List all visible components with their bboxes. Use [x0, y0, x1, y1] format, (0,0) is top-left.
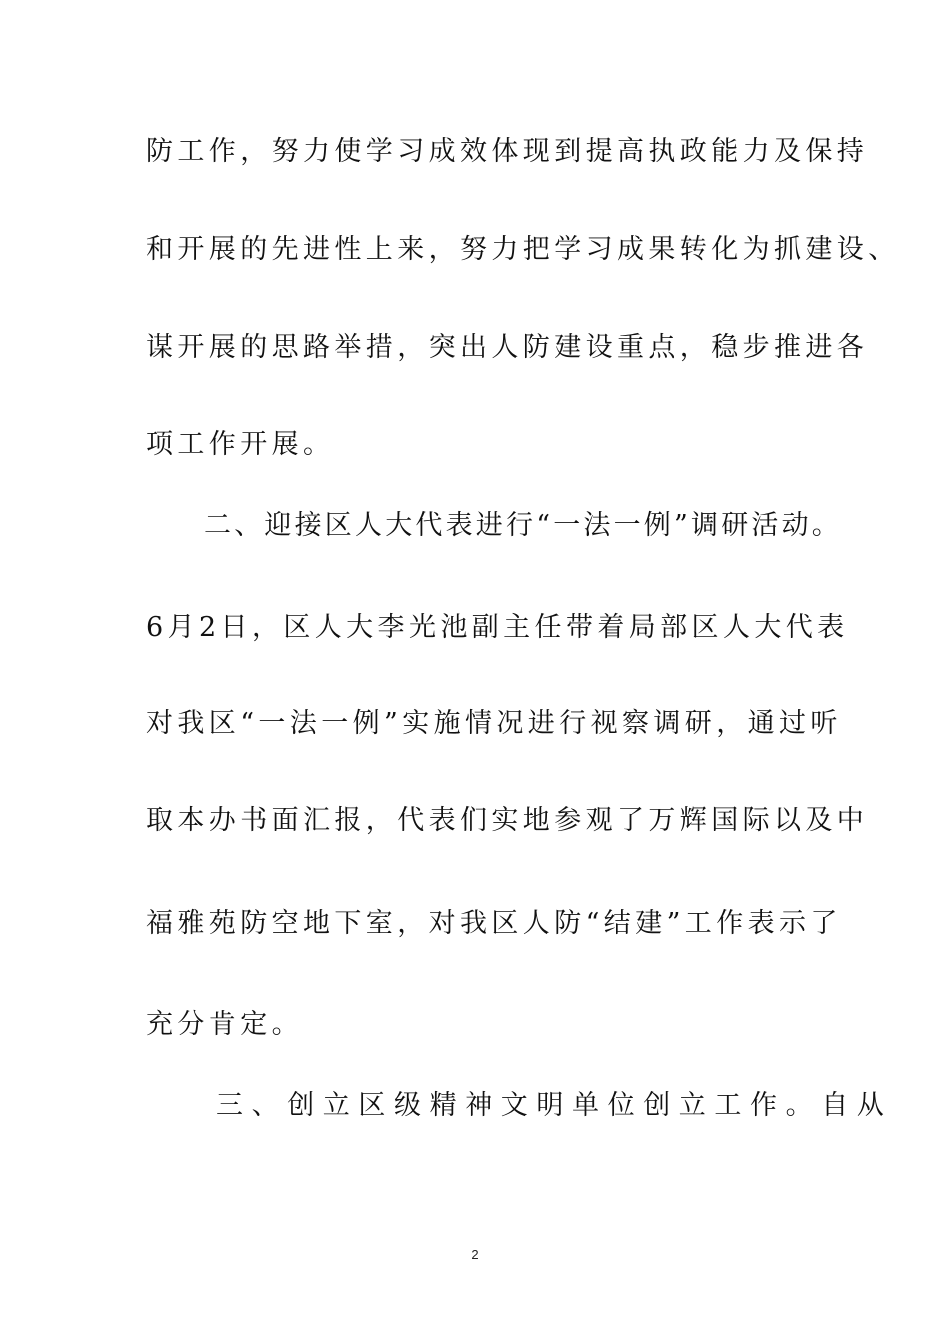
- body-text-line-4: 项工作开展。: [146, 429, 335, 460]
- section-heading-3: 三、创立区级精神文明单位创立工作。自从: [216, 1090, 893, 1121]
- body-text-line-6: 6月2日，区人大李光池副主任带着局部区人大代表: [146, 612, 849, 643]
- body-text-line-9: 福雅苑防空地下室，对我区人防“结建”工作表示了: [146, 908, 842, 939]
- body-text-line-10: 充分肯定。: [146, 1009, 303, 1040]
- body-text-line-1: 防工作，努力使学习成效体现到提高执政能力及保持: [146, 136, 869, 167]
- body-text-line-7: 对我区“一法一例”实施情况进行视察调研，通过听: [146, 708, 842, 739]
- body-text-line-2: 和开展的先进性上来，努力把学习成果转化为抓建设、: [146, 234, 900, 265]
- page-number: 2: [471, 1247, 479, 1262]
- body-text-line-8: 取本办书面汇报，代表们实地参观了万辉国际以及中: [146, 805, 869, 836]
- body-text-line-3: 谋开展的思路举措，突出人防建设重点，稳步推进各: [146, 332, 869, 363]
- section-heading-2: 二、迎接区人大代表进行“一法一例”调研活动。: [204, 510, 843, 541]
